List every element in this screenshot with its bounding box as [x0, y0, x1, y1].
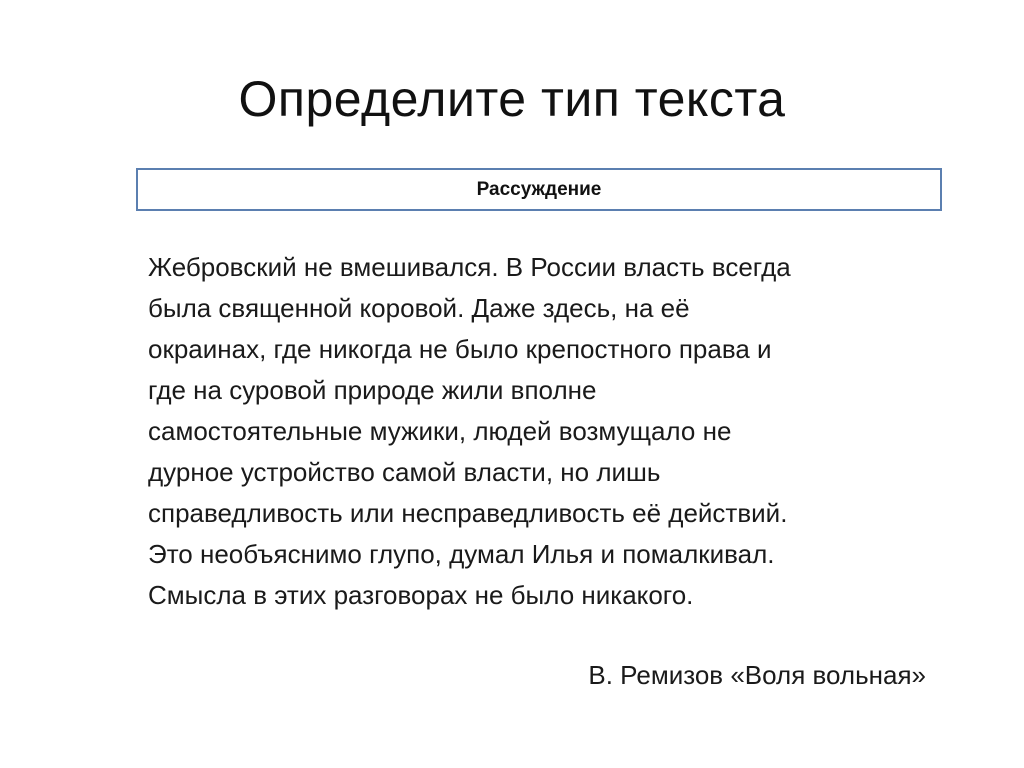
answer-box [136, 168, 942, 211]
answer-text: Рассуждение [476, 178, 602, 200]
slide-title: Определите тип текста [238, 71, 786, 127]
source-attribution: В. Ремизов «Воля вольная» [588, 660, 926, 690]
text-passage: Жебровский не вмешивался. В России власть всегда была священной коровой. Даже здесь, на её окраинах, где никогда не было крепостного права и где на суровой природе жили вполне самостоятельные мужики, людей возмущало не дурное устройство самой власти, но лишь справедливость или несправедливость её действий. Это необъяснимо глупо, думал Илья и помалкивал. Смысла в этих разговорах не было никакого. [148, 252, 791, 610]
